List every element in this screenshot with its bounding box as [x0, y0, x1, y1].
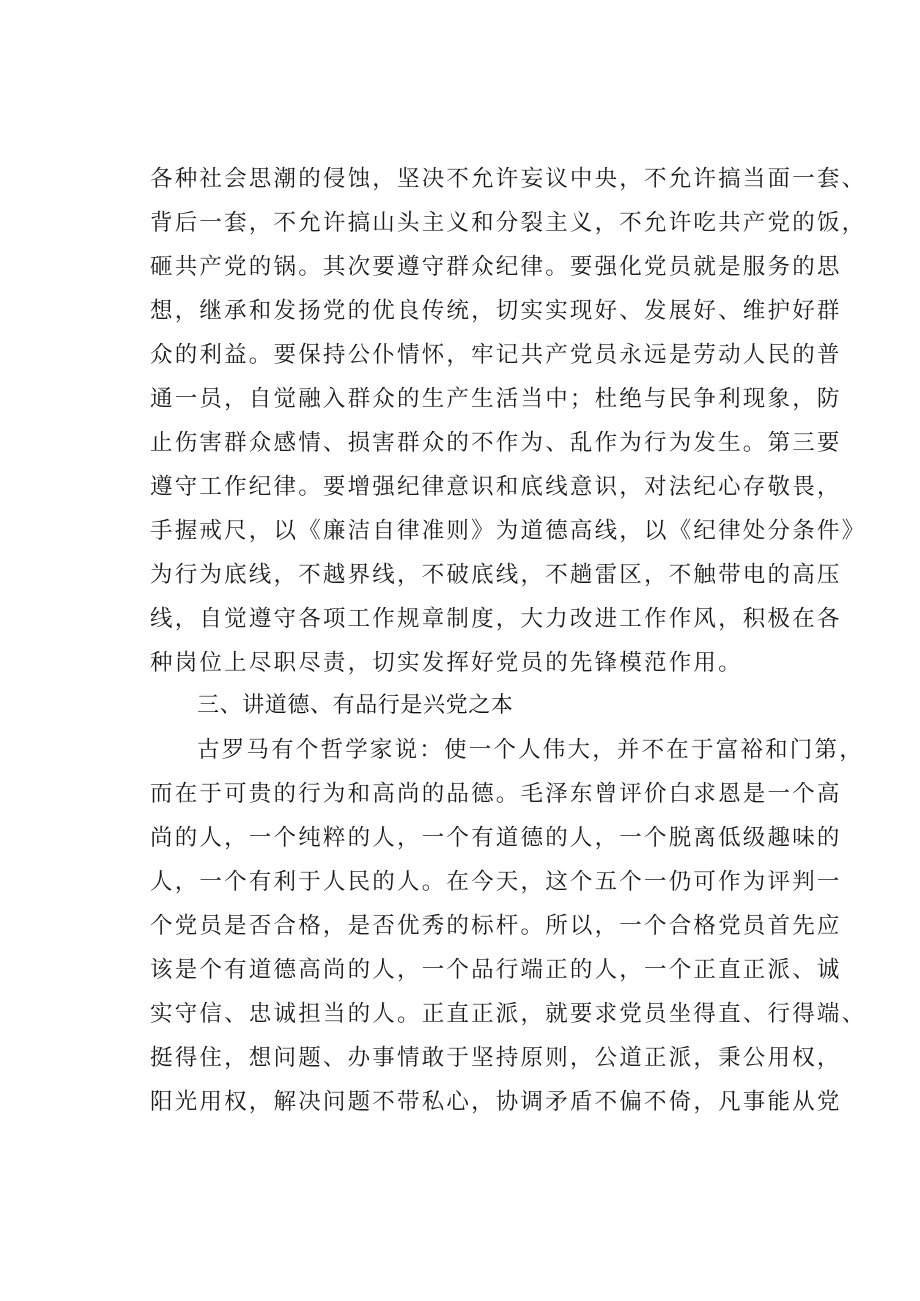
paragraph-line: 阳光用权，解决问题不带私心，协调矛盾不偏不倚，凡事能从党	[150, 1089, 842, 1115]
paragraph-line: 尚的人，一个纯粹的人，一个有道德的人，一个脱离低级趣味的	[150, 825, 842, 851]
paragraph-line: 手握戒尺，以《廉洁自律准则》为道德高线，以《纪律处分条件》	[150, 518, 867, 544]
paragraph-line: 该是个有道德高尚的人，一个品行端正的人，一个正直正派、诚	[150, 957, 842, 983]
paragraph-line: 止伤害群众感情、损害群众的不作为、乱作为行为发生。第三要	[150, 430, 842, 456]
paragraph-line: 为行为底线，不越界线，不破底线，不趟雷区，不触带电的高压	[150, 562, 842, 588]
paragraph-line: 种岗位上尽职尽责，切实发挥好党员的先锋模范作用。	[150, 650, 743, 676]
paragraph-line: 砸共产党的锅。其次要遵守群众纪律。要强化党员就是服务的思	[150, 254, 842, 280]
paragraph-line: 线，自觉遵守各项工作规章制度，大力改进工作作风，积极在各	[150, 606, 842, 632]
paragraph-line: 想，继承和发扬党的优良传统，切实实现好、发展好、维护好群	[150, 298, 842, 324]
paragraph-line: 众的利益。要保持公仆情怀，牢记共产党员永远是劳动人民的普	[150, 342, 842, 368]
paragraph-line: 实守信、忠诚担当的人。正直正派，就要求党员坐得直、行得端、	[150, 1001, 867, 1027]
paragraph-line: 古罗马有个哲学家说：使一个人伟大，并不在于富裕和门第，	[197, 737, 864, 763]
section-heading: 三、讲道德、有品行是兴党之本	[197, 693, 514, 718]
paragraph-line: 人，一个有利于人民的人。在今天，这个五个一仍可作为评判一	[150, 869, 842, 895]
paragraph-line: 遵守工作纪律。要增强纪律意识和底线意识，对法纪心存敬畏，	[150, 474, 842, 500]
paragraph-line: 通一员，自觉融入群众的生产生活当中；杜绝与民争利现象，防	[150, 386, 842, 412]
paragraph-line: 挺得住，想问题、办事情敢于坚持原则，公道正派，秉公用权，	[150, 1045, 842, 1071]
paragraph-line: 而在于可贵的行为和高尚的品德。毛泽东曾评价白求恩是一个高	[150, 781, 842, 807]
paragraph-line: 个党员是否合格，是否优秀的标杆。所以，一个合格党员首先应	[150, 913, 842, 939]
paragraph-line: 背后一套，不允许搞山头主义和分裂主义，不允许吃共产党的饭，	[150, 210, 867, 236]
paragraph-line: 各种社会思潮的侵蚀，坚决不允许妄议中央，不允许搞当面一套、	[150, 166, 867, 192]
